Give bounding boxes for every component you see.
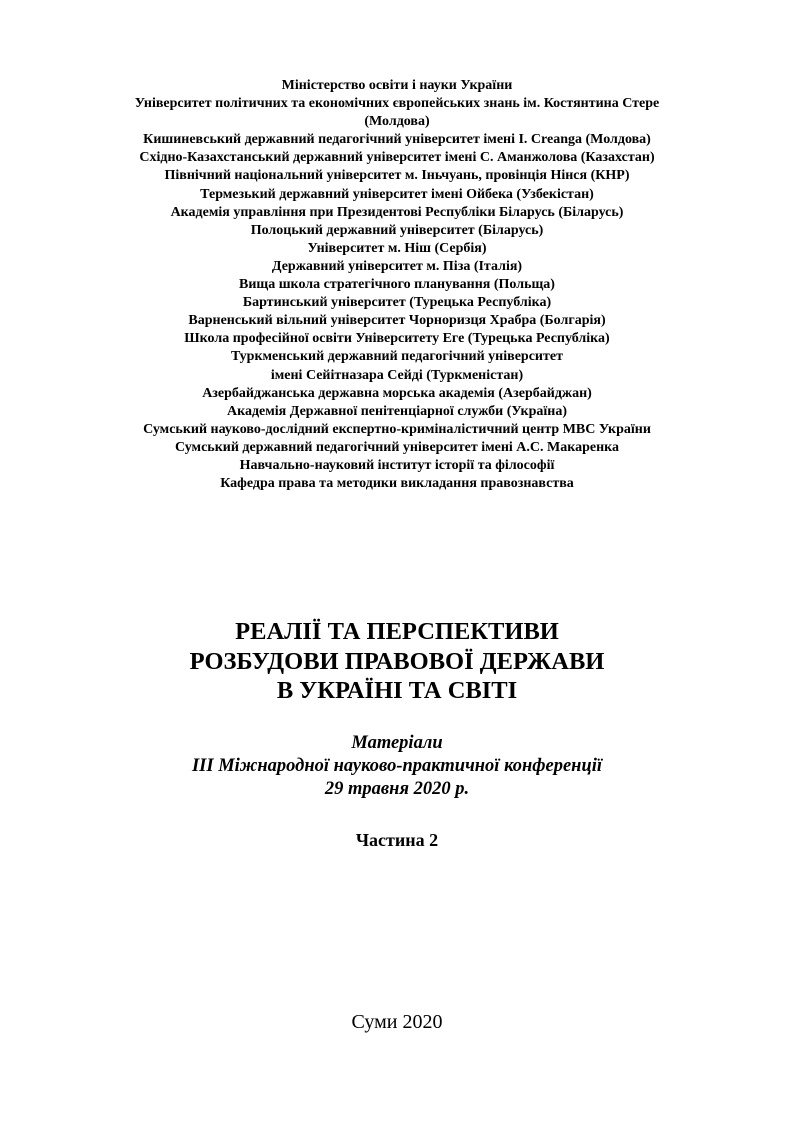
institution-line: Полоцький державний університет (Біларусь) xyxy=(250,222,544,238)
institution-line: Навчально-науковий інститут історії та філософії xyxy=(239,457,555,473)
institution-line: Сумський державний педагогічний університет імені А.С. Макаренка xyxy=(174,439,620,455)
title-line: РОЗБУДОВИ ПРАВОВОЇ ДЕРЖАВИ xyxy=(189,647,605,675)
conference-date: 29 травня 2020 р. xyxy=(324,779,470,799)
institution-line: Академія Державної пенітенціарної служби (Україна) xyxy=(227,403,567,419)
materials-label: Матеріали xyxy=(351,733,443,753)
city-year: Суми 2020 xyxy=(351,1011,443,1033)
institution-line: Міністерство освіти і науки України xyxy=(281,78,513,93)
institution-line: Туркменський державний педагогічний університет xyxy=(231,349,563,365)
institution-line: Бартинський університет (Турецька Республіка) xyxy=(242,295,552,311)
institution-line: Східно-Казахстанський державний університет імені С. Аманжолова (Казахстан) xyxy=(139,150,655,166)
institutions-list xyxy=(60,77,734,493)
institution-line: Школа професійної освіти Університету Еге (Турецька Республіка) xyxy=(184,331,610,347)
institution-line: Вища школа стратегічного планування (Польща) xyxy=(239,277,555,293)
institution-line: Університет м. Ніш (Сербія) xyxy=(307,240,487,256)
institution-line: імені Сейітназара Сейді (Туркменістан) xyxy=(270,367,524,383)
institution-line: Кишиневський державний педагогічний університет імені І. Creanga (Молдова) xyxy=(143,132,651,148)
title-line: В УКРАЇНІ ТА СВІТІ xyxy=(276,677,518,704)
institution-line: Сумський науково-дослідний експертно-криміналістичний центр МВС України xyxy=(143,421,651,437)
institution-line: Академія управління при Президентові Республіки Біларусь (Біларусь) xyxy=(170,204,624,220)
title-line: РЕАЛІЇ ТА ПЕРСПЕКТИВИ xyxy=(235,618,559,645)
institution-line: Термезький державний університет імені Ойбека (Узбекістан) xyxy=(200,186,594,202)
institution-line: Варненський вільний університет Чорноризця Храбра (Болгарія) xyxy=(188,313,606,329)
part-number: Частина 2 xyxy=(355,830,439,850)
institution-line: Північний національний університет м. Іньчуань, провінція Нінся (КНР) xyxy=(164,168,630,184)
institution-line: (Молдова) xyxy=(364,114,430,130)
document-title xyxy=(60,617,734,706)
conference-subtitle xyxy=(60,732,734,801)
institution-line: Кафедра права та методики викладання правознавства xyxy=(220,476,574,492)
conference-name: ІІІ Міжнародної науково-практичної конференції xyxy=(191,756,603,776)
institution-line: Державний університет м. Піза (Італія) xyxy=(271,258,523,274)
institution-line: Університет політичних та економічних європейських знань ім. Костянтина Стере xyxy=(134,96,660,112)
institution-line: Азербайджанська державна морська академія (Азербайджан) xyxy=(202,385,592,401)
